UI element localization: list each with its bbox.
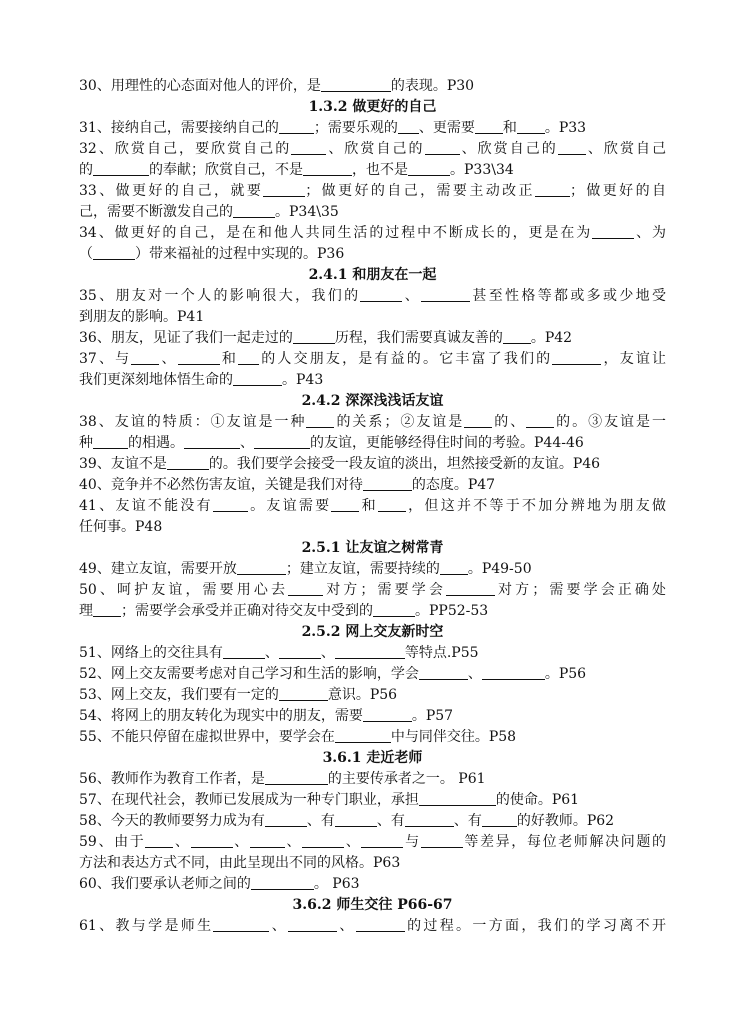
question-line: 到朋友的影响。P41 bbox=[79, 309, 205, 325]
fill-blank bbox=[263, 181, 305, 197]
fill-blank bbox=[419, 790, 496, 806]
fill-blank bbox=[419, 664, 468, 680]
fill-blank bbox=[293, 328, 335, 344]
question-line: 31、接纳自己，需要接纳自己的 ；需要乐观的 、更需要 和 。P33 bbox=[79, 120, 587, 136]
section-heading: 2.5.2 网上交友新时空 bbox=[301, 624, 444, 640]
question-line: 我们更深刻地体悟生命的 。P43 bbox=[79, 372, 324, 388]
fill-blank bbox=[167, 454, 209, 470]
fill-blank bbox=[288, 916, 337, 932]
fill-blank bbox=[238, 349, 259, 365]
question-line: 50、呵护友谊，需要用心去 对方；需要学会 对方；需要学会正确处 bbox=[79, 582, 666, 598]
fill-blank bbox=[131, 349, 159, 365]
fill-blank bbox=[398, 118, 419, 134]
fill-blank bbox=[517, 118, 545, 134]
fill-blank bbox=[503, 328, 531, 344]
question-line: 55、不能只停留在虚拟世界中，要学会在 中与同伴交往。P58 bbox=[79, 729, 517, 745]
section-heading: 3.6.2 师生交往 P66-67 bbox=[292, 897, 453, 913]
question-line: 53、网上交友，我们要有一定的 意识。P56 bbox=[79, 687, 398, 703]
question-line: 33、做更好的自己，就要 ；做更好的自己，需要主动改正 ；做更好的自 bbox=[79, 183, 666, 199]
question-line: 己，需要不断激发自己的 。P34\35 bbox=[79, 204, 339, 220]
question-line: 60、我们要承认老师之间的 。 P63 bbox=[79, 876, 360, 892]
fill-blank bbox=[279, 118, 314, 134]
fill-blank bbox=[475, 118, 503, 134]
question-line: 40、竞争并不必然伤害友谊，关键是我们对待 的态度。P47 bbox=[79, 477, 496, 493]
fill-blank bbox=[405, 811, 454, 827]
fill-blank bbox=[361, 832, 403, 848]
fill-blank bbox=[288, 580, 323, 596]
fill-blank bbox=[93, 433, 128, 449]
document-content bbox=[79, 76, 666, 937]
fill-blank bbox=[408, 160, 450, 176]
fill-blank bbox=[373, 601, 415, 617]
question-line: 30、用理性的心态面对他人的评价，是 的表现。P30 bbox=[79, 78, 475, 94]
fill-blank bbox=[356, 916, 405, 932]
fill-blank bbox=[178, 349, 220, 365]
fill-blank bbox=[421, 286, 470, 302]
fill-blank bbox=[213, 496, 248, 512]
fill-blank bbox=[306, 412, 334, 428]
question-line: 种 的相遇。 、 的友谊，更能够经得住时间的考验。P44-46 bbox=[79, 435, 584, 451]
section-heading: 1.3.2 做更好的自己 bbox=[308, 99, 437, 115]
fill-blank bbox=[93, 601, 121, 617]
section-heading: 2.4.2 深深浅浅话友谊 bbox=[301, 393, 444, 409]
fill-blank bbox=[363, 475, 412, 491]
fill-blank bbox=[291, 139, 326, 155]
fill-blank bbox=[421, 832, 463, 848]
fill-blank bbox=[552, 349, 601, 365]
question-line: 61、教与学是师生 、 、 的过程。一方面，我们的学习离不开 bbox=[79, 918, 666, 934]
question-line: 56、教师作为教育工作者，是 的主要传承者之一。 P61 bbox=[79, 771, 486, 787]
section-heading: 2.5.1 让友谊之树常青 bbox=[301, 540, 444, 556]
fill-blank bbox=[335, 643, 405, 659]
fill-blank bbox=[145, 832, 173, 848]
fill-blank bbox=[93, 244, 135, 260]
fill-blank bbox=[558, 139, 586, 155]
question-line: 的 的奉献；欣赏自己，不是 ，也不是 。P33\34 bbox=[79, 162, 514, 178]
fill-blank bbox=[254, 433, 310, 449]
fill-blank bbox=[237, 559, 286, 575]
fill-blank bbox=[250, 832, 285, 848]
question-line: 52、网上交友需要考虑对自己学习和生活的影响，学会 、 。P56 bbox=[79, 666, 587, 682]
fill-blank bbox=[335, 727, 391, 743]
fill-blank bbox=[360, 286, 402, 302]
fill-blank bbox=[251, 874, 314, 890]
fill-blank bbox=[440, 559, 468, 575]
question-line: 37、与 、 和 的人交朋友，是有益的。它丰富了我们的 ，友谊让 bbox=[79, 351, 666, 367]
fill-blank bbox=[482, 811, 517, 827]
question-line: 49、建立友谊，需要开放 ；建立友谊，需要持续的 。P49-50 bbox=[79, 561, 532, 577]
question-line: 39、友谊不是 的。我们要学会接受一段友谊的淡出，坦然接受新的友谊。P46 bbox=[79, 456, 601, 472]
question-line: 58、今天的教师要努力成为有 、有 、有 、有 的好教师。P62 bbox=[79, 813, 615, 829]
question-line: 51、网络上的交往具有 、 、 等特点.P55 bbox=[79, 645, 479, 661]
section-heading: 3.6.1 走近老师 bbox=[322, 750, 423, 766]
question-line: 54、将网上的朋友转化为现实中的朋友，需要 。P57 bbox=[79, 708, 454, 724]
question-line: 方法和表达方式不同，由此呈现出不同的风格。P63 bbox=[79, 855, 401, 871]
fill-blank bbox=[184, 433, 240, 449]
fill-blank bbox=[233, 202, 275, 218]
question-line: 32、欣赏自己，要欣赏自己的 、欣赏自己的 、欣赏自己的 、欣赏自己 bbox=[79, 141, 666, 157]
fill-blank bbox=[363, 706, 412, 722]
question-line: 59、由于 、 、 、 、 与 等差异，每位老师解决问题的 bbox=[79, 834, 666, 850]
question-line: 41、友谊不能没有 。友谊需要 和 ，但这并不等于不加分辨地为朋友做 bbox=[79, 498, 666, 514]
question-line: 任何事。P48 bbox=[79, 519, 163, 535]
fill-blank bbox=[592, 223, 634, 239]
fill-blank bbox=[335, 811, 377, 827]
question-line: 38、友谊的特质：①友谊是一种 的关系；②友谊是 的、 的。③友谊是一 bbox=[79, 414, 666, 430]
question-line: 35、朋友对一个人的影响很大，我们的 、 甚至性格等都或多或少地受 bbox=[79, 288, 666, 304]
fill-blank bbox=[93, 160, 149, 176]
fill-blank bbox=[464, 412, 492, 428]
section-heading: 2.4.1 和朋友在一起 bbox=[308, 267, 437, 283]
fill-blank bbox=[321, 76, 391, 92]
question-line: 57、在现代社会，教师已发展成为一种专门职业，承担 的使命。P61 bbox=[79, 792, 580, 808]
fill-blank bbox=[446, 580, 495, 596]
fill-blank bbox=[279, 643, 321, 659]
question-line: 34、做更好的自己，是在和他人共同生活的过程中不断成长的，更是在为 、为 bbox=[79, 225, 666, 241]
fill-blank bbox=[526, 412, 554, 428]
question-line: （ ）带来福祉的过程中实现的。P36 bbox=[79, 246, 345, 262]
fill-blank bbox=[265, 811, 307, 827]
fill-blank bbox=[223, 643, 265, 659]
fill-blank bbox=[302, 832, 344, 848]
fill-blank bbox=[378, 496, 406, 512]
fill-blank bbox=[482, 664, 545, 680]
question-line: 理 ；需要学会承受并正确对待交友中受到的 。PP52-53 bbox=[79, 603, 489, 619]
fill-blank bbox=[303, 160, 352, 176]
fill-blank bbox=[331, 496, 359, 512]
fill-blank bbox=[535, 181, 570, 197]
question-line: 36、朋友，见证了我们一起走过的 历程，我们需要真诚友善的 。P42 bbox=[79, 330, 573, 346]
fill-blank bbox=[191, 832, 233, 848]
fill-blank bbox=[233, 370, 282, 386]
fill-blank bbox=[213, 916, 269, 932]
fill-blank bbox=[265, 769, 328, 785]
fill-blank bbox=[279, 685, 328, 701]
fill-blank bbox=[425, 139, 460, 155]
